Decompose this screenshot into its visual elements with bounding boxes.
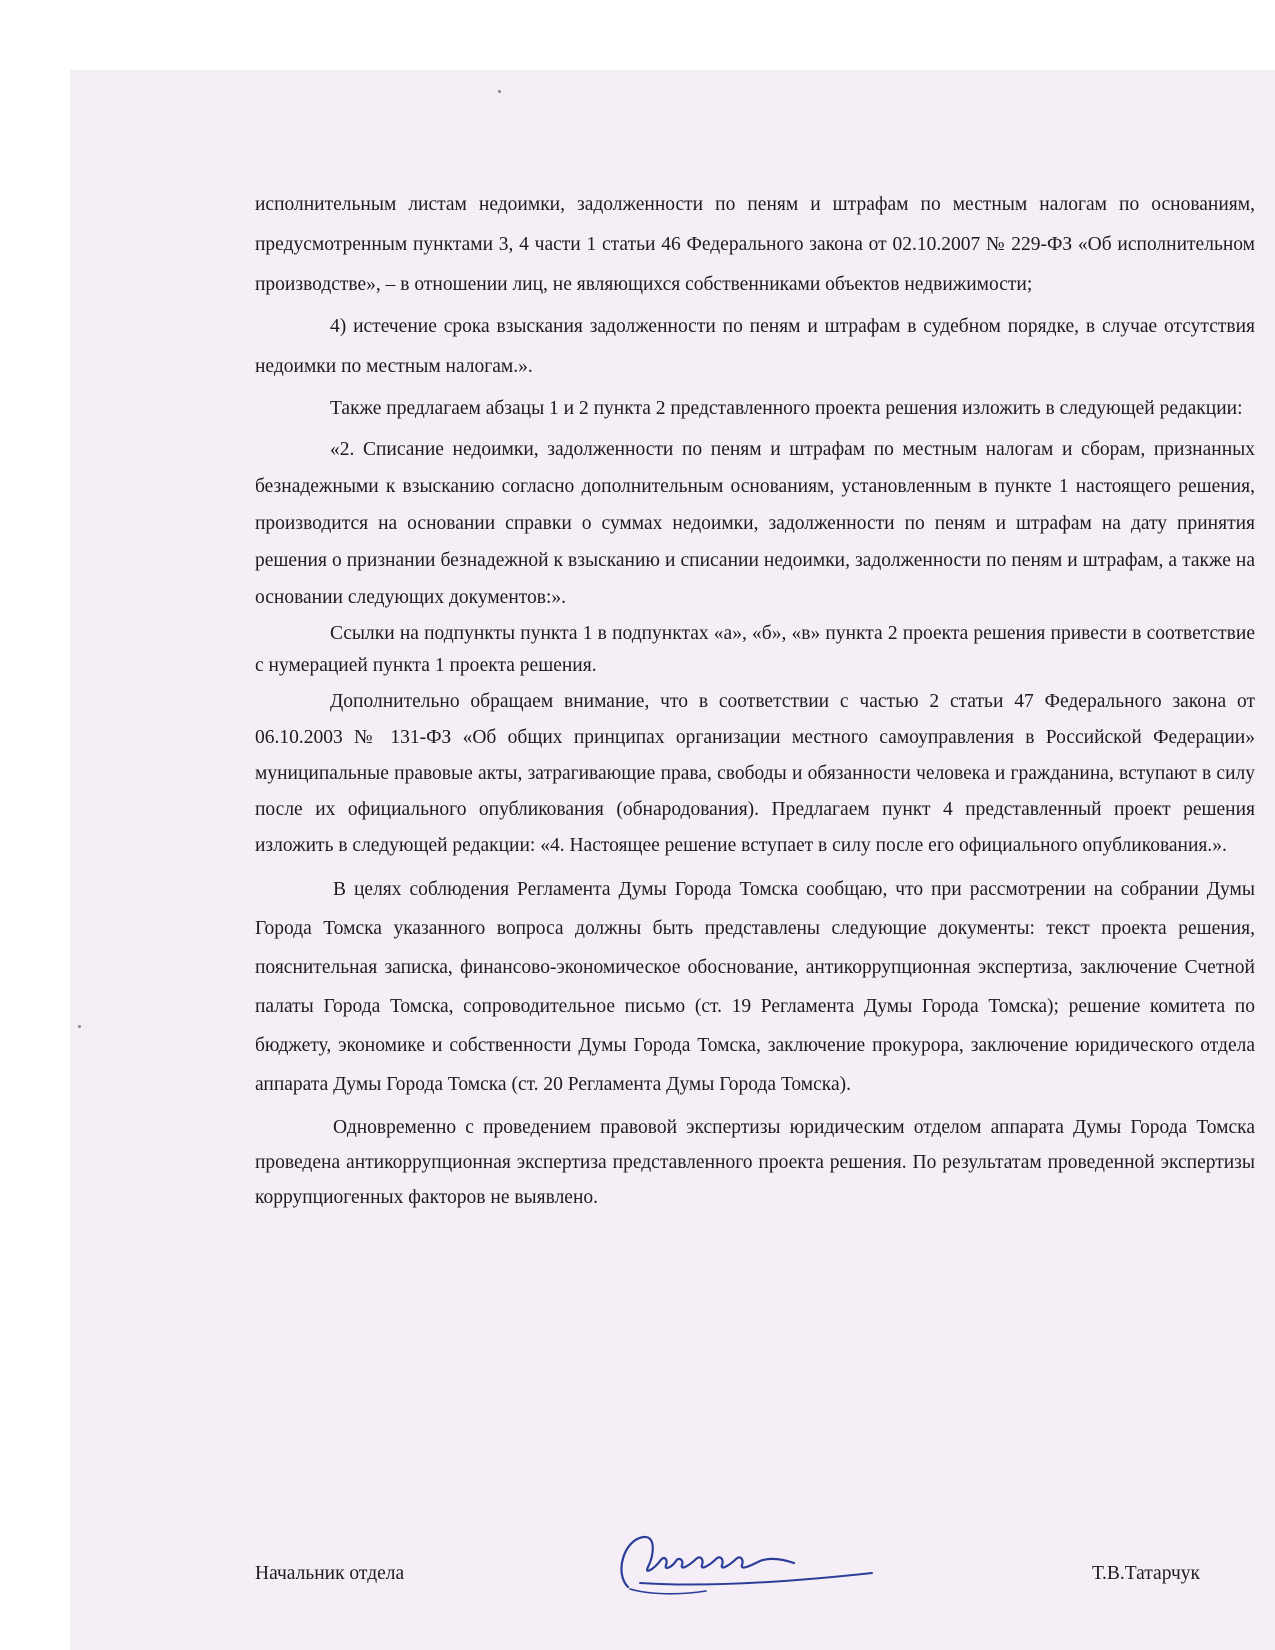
paragraph-proposal-intro: Также предлагаем абзацы 1 и 2 пункта 2 представленного проекта решения изложить в следующей редакции: <box>330 398 1243 419</box>
scan-speck <box>498 90 501 93</box>
paragraph-quoted-item-2: «2. Списание недоимки, задолженности по пеням и штрафам по местным налогам и сборам, признанных безнадежными к взысканию согласно дополнительным основаниям, установленным в пункте 1 настоящего решения, производится на основании справки о суммах недоимки, задолженности по пеням и штрафам на дату принятия решения о признании безнадежной к взысканию и списании недоимки, задолженности по пеням и штрафам, а также на основании следующих документов:». <box>255 439 1255 608</box>
signature-block <box>255 1563 1255 1603</box>
scan-speck <box>78 1025 81 1028</box>
document-body <box>255 185 1255 1215</box>
paragraph-regulations: В целях соблюдения Регламента Думы Города Томска сообщаю, что при рассмотрении на собрании Думы Города Томска указанного вопроса должны быть представлены следующие документы: текст проекта решения, пояснительная записка, финансово-экономическое обоснование, антикоррупционная экспертиза, заключение Счетной палаты Города Томска, сопроводительное письмо (ст. 19 Регламента Думы Города Томска); решение комитета по бюджету, экономике и собственности Думы Города Томска, заключение прокурора, заключение юридического отдела аппарата Думы Города Томска (ст. 20 Регламента Думы Города Томска). <box>255 879 1255 1095</box>
paragraph-subitem-references: Ссылки на подпункты пункта 1 в подпунктах «а», «б», «в» пункта 2 проекта решения привести в соответствие с нумерацией пункта 1 проекта решения. <box>255 623 1255 676</box>
position-title: Начальник отдела <box>255 1563 405 1584</box>
paragraph-publication-note: Дополнительно обращаем внимание, что в соответствии с частью 2 статьи 47 Федерального закона от 06.10.2003 № 131-ФЗ «Об общих принципах организации местного самоуправления в Российской Федерации» муниципальные правовые акты, затрагивающие права, свободы и обязанности человека и гражданина, вступают в силу после их официального опубликования (обнародования). Предлагаем пункт 4 представленный проект решения изложить в следующей редакции: «4. Настоящее решение вступает в силу после его официального опубликования.». <box>255 691 1255 856</box>
handwritten-signature <box>610 1525 880 1600</box>
signer-name: Т.В.Татарчук <box>1091 1563 1200 1584</box>
paragraph-continuation: исполнительным листам недоимки, задолженности по пеням и штрафам по местным налогам по основаниям, предусмотренным пунктами 3, 4 части 1 статьи 46 Федерального закона от 02.10.2007 № 229-ФЗ «Об исполнительном производстве», – в отношении лиц, не являющихся собственниками объектов недвижимости; <box>255 194 1255 295</box>
paragraph-item-4: 4) истечение срока взыскания задолженности по пеням и штрафам в судебном порядке, в случае отсутствия недоимки по местным налогам.». <box>255 316 1255 377</box>
paragraph-anticorruption: Одновременно с проведением правовой экспертизы юридическим отделом аппарата Думы Города Томска проведена антикоррупционная экспертиза представленного проекта решения. По результатам проведенной экспертизы коррупциогенных факторов не выявлено. <box>255 1117 1255 1208</box>
